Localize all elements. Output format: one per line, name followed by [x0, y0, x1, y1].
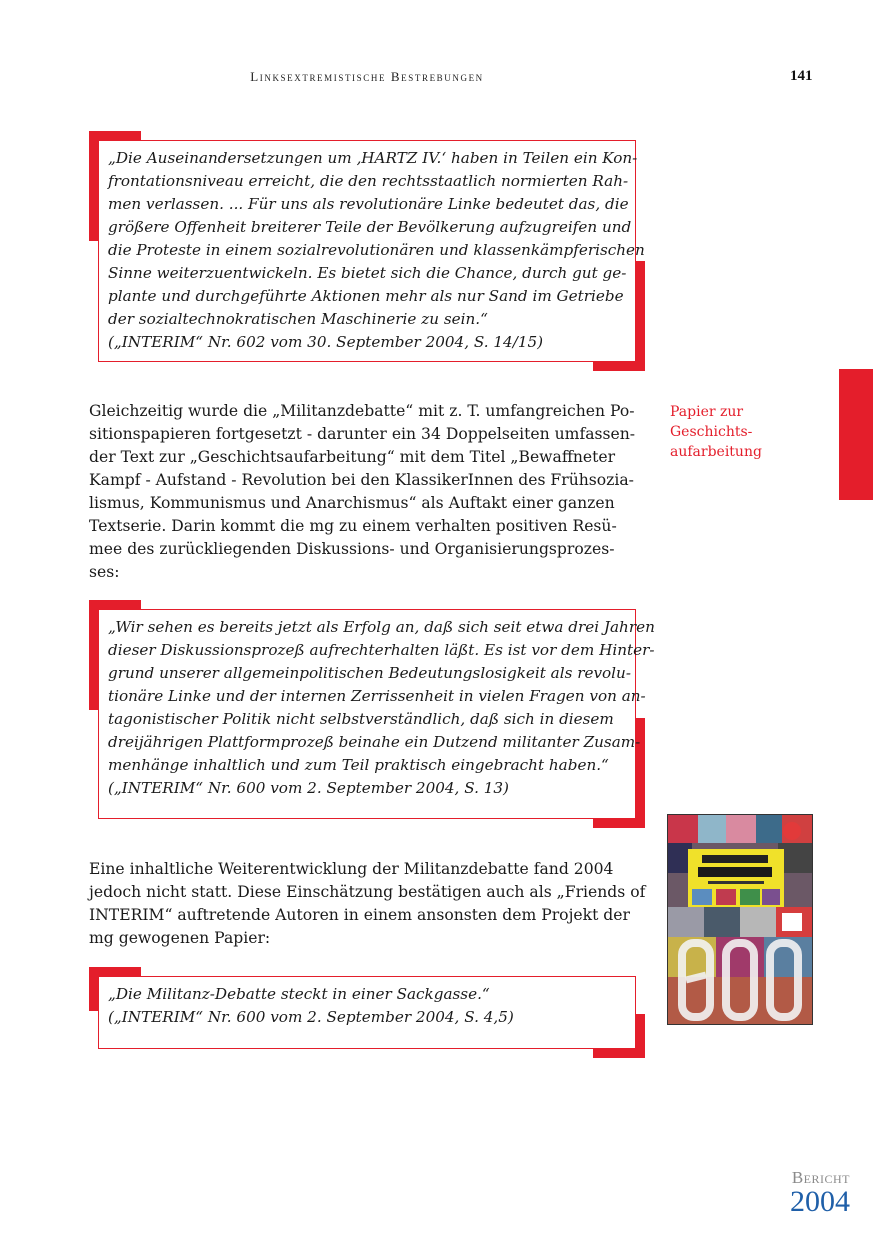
running-header: Linksextremistische Bestrebungen — [250, 69, 484, 84]
quote-box-2 — [89, 600, 655, 828]
report-word: Bericht — [791, 1168, 850, 1187]
quote-box-3 — [89, 967, 645, 1058]
quote-frame — [98, 140, 645, 362]
body-paragraph-2: Eine inhaltliche Weiterentwicklung der Militanzdebatte fand 2004 jedoch nicht statt. Diese Einschätzung bestätigen auch als „Friends of INTERIM“ auftretende Autoren in einem ansonsten dem Projekt der mg gewogenen Papier: — [89, 860, 646, 947]
quote-text: „Die Militanz-Debatte steckt in einer Sackgasse.“ („INTERIM“ Nr. 600 vom 2. September 2004, S. 4,5) — [108, 985, 514, 1026]
quote-text: „Die Auseinandersetzungen um ‚HARTZ IV.‘ haben in Teilen ein Kon- frontationsniveau erreicht, die den rechtsstaatlich normierten Rah- men verlassen. ... Für uns als revolutionäre Linke bedeutet das, die größere Offenheit breiterer Teile der Bevölkerung aufzugreifen und die Proteste in einem sozialrevolutionären und klassenkämpferischen Sinne weiterzuentwickeln. Es bietet sich die Chance, durch gut ge- plante und durchgeführte Aktionen mehr als nur Sand im Getriebe der sozialtechnokratischen Maschinerie zu sein.“ („INTERIM“ Nr. 602 vom 30. September 2004, S. 14/15) — [108, 149, 645, 351]
report-brand-logo — [770, 1168, 850, 1216]
quote-frame — [98, 976, 636, 1049]
margin-note: Papier zur Geschichts- aufarbeitung — [670, 404, 762, 460]
page-number: 141 — [790, 68, 813, 84]
interim-cover-image — [667, 814, 813, 1025]
quote-frame — [98, 609, 655, 819]
chapter-tab-marker — [839, 369, 873, 500]
cover-collage-graphic — [668, 815, 812, 1024]
report-year: 2004 — [790, 1185, 850, 1218]
quote-box-1 — [89, 131, 645, 371]
quote-text: „Wir sehen es bereits jetzt als Erfolg an, daß sich seit etwa drei Jahren dieser Diskussionsprozeß aufrechterhalten läßt. Es ist vor dem Hinter- grund unserer allgemeinpolitischen Bedeutungslosigkeit als revolu- tionäre Linke und der internen Zerrissenheit in vielen Fragen von an- tagonistischer Politik nicht selbstverständlich, daß sich in diesem dreijährigen Plattformprozeß beinahe ein Dutzend militanter Zusam- menhänge inhaltlich und zum Teil praktisch eingebracht haben.“ („INTERIM“ Nr. 600 vom 2. September 2004, S. 13) — [108, 618, 655, 797]
body-paragraph-1: Gleichzeitig wurde die „Militanzdebatte“ mit z. T. umfangreichen Po- sitionspapieren fortgesetzt - darunter ein 34 Doppelseiten umfassen- der Text zur „Geschichtsaufarbeitung“ mit dem Titel „Bewaffneter Kampf - Aufstand - Revolution bei den KlassikerInnen des Frühsozia- lismus, Kommunismus und Anarchismus“ als Auftakt einer ganzen Textserie. Darin kommt die mg zu einem verhalten positiven Resü- mee des zurückliegenden Diskussions- und Organisierungsprozes- ses: — [89, 402, 636, 581]
